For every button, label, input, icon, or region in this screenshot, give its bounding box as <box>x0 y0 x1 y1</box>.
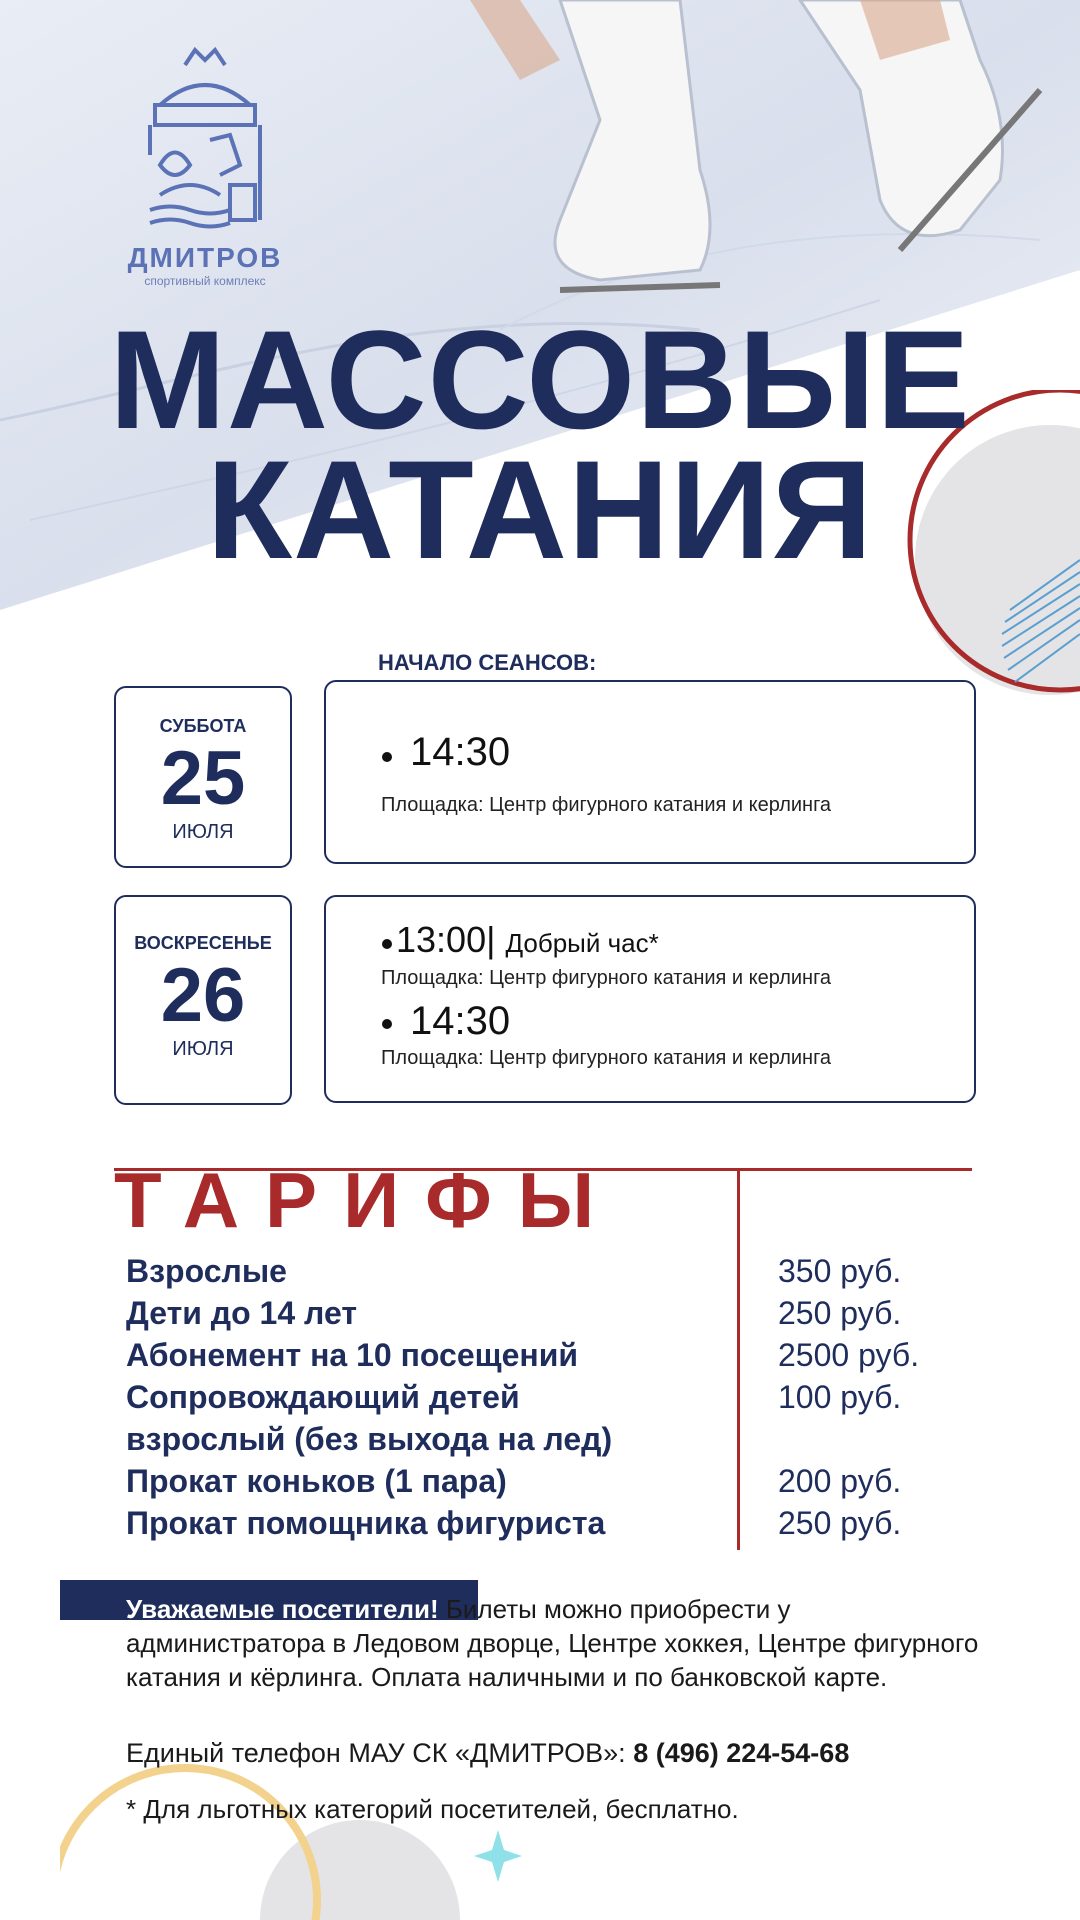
tariff-name: Прокат помощника фигуриста <box>126 1505 606 1541</box>
month-label: ИЮЛЯ <box>172 1038 234 1060</box>
page-title-line-2: КАТАНИЯ <box>206 431 874 588</box>
date-number: 25 <box>160 736 246 821</box>
info-text <box>126 1592 986 1694</box>
tariffs-title: ТАРИФЫ <box>114 1156 621 1244</box>
phone-label: Единый телефон МАУ СК «ДМИТРОВ»: <box>126 1738 626 1768</box>
tariff-name: Прокат коньков (1 пара) <box>126 1463 507 1499</box>
session-place: Площадка: Центр фигурного катания и керлинга <box>381 1047 832 1069</box>
logo-name: ДМИТРОВ <box>127 242 283 273</box>
tariff-name: Взрослые <box>126 1253 287 1289</box>
tariff-name: Дети до 14 лет <box>126 1295 357 1331</box>
footnote: * Для льготных категорий посетителей, бесплатно. <box>126 1794 739 1824</box>
weekday-label: СУББОТА <box>159 716 247 736</box>
sessions-heading: НАЧАЛО СЕАНСОВ: <box>378 650 597 675</box>
tariff-price: 200 руб. <box>778 1463 902 1499</box>
logo <box>110 45 300 288</box>
tariff-name: Сопровождающий детей взрослый (без выхода на лед) <box>126 1379 613 1457</box>
dmitrov-emblem-icon <box>130 45 280 235</box>
session-time: 14:30 <box>410 730 511 774</box>
page-title-line-1: МАССОВЫЕ <box>109 301 971 458</box>
phone-number[interactable]: 8 (496) 224-54-68 <box>633 1738 850 1768</box>
tariff-price: 2500 руб. <box>778 1337 920 1373</box>
info-body: Билеты можно приобрести у администратора в Ледовом дворце, Центре хоккея, Центре фигурного катания и кёрлинга. Оплата наличными и по банковской карте. <box>126 1594 979 1692</box>
tariff-price: 350 руб. <box>778 1253 902 1289</box>
tariffs-divider-vertical <box>737 1168 740 1550</box>
tariff-price: 250 руб. <box>778 1505 902 1541</box>
session-time: 14:30 <box>410 999 511 1043</box>
tariff-price: 250 руб. <box>778 1295 902 1331</box>
date-number: 26 <box>160 953 246 1038</box>
month-label: ИЮЛЯ <box>172 821 234 843</box>
tariff-name: Абонемент на 10 посещений <box>126 1337 579 1373</box>
tariff-price: 100 руб. <box>778 1379 902 1415</box>
session-time: 13:00| Добрый час* <box>396 919 659 960</box>
bullet-icon <box>382 939 392 949</box>
session-place: Площадка: Центр фигурного катания и керлинга <box>381 794 832 816</box>
session-note: Добрый час* <box>505 928 659 958</box>
weekday-label: ВОСКРЕСЕНЬЕ <box>134 933 272 953</box>
sessions-card-saturday <box>324 680 976 864</box>
date-card-saturday <box>114 686 292 868</box>
bullet-icon <box>382 1019 392 1029</box>
session-place: Площадка: Центр фигурного катания и керлинга <box>381 967 832 989</box>
info-lead: Уважаемые посетители! <box>126 1594 439 1624</box>
phone-line <box>126 1738 849 1769</box>
date-card-sunday <box>114 895 292 1105</box>
bullet-icon <box>382 752 392 762</box>
sessions-card-sunday <box>324 895 976 1103</box>
logo-subtitle: спортивный комплекс <box>144 274 266 288</box>
